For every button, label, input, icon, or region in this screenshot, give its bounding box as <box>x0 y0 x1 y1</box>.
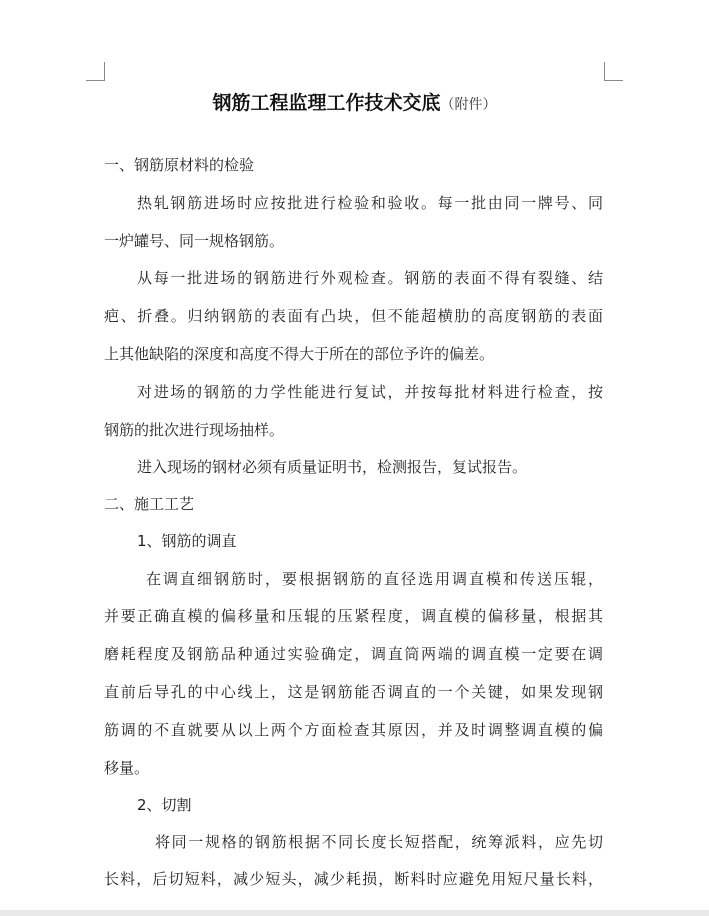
paragraph-line: 长料，后切短料，减少短头，减少耗损，断料时应避免用短尺量长料， <box>104 870 603 888</box>
paragraph-line: 进入现场的钢材必须有质量证明书，检测报告，复试报告。 <box>137 458 528 476</box>
paragraph-line: 上其他缺陷的深度和高度不得大于所在的部位予许的偏差。 <box>104 345 495 363</box>
paragraph-line: 热轧钢筋进场时应按批进行检验和验收。每一批由同一牌号、同 <box>137 194 603 212</box>
paragraph-line: 疤、折叠。归纳钢筋的表面有凸块，但不能超横肋的高度钢筋的表面 <box>104 307 603 325</box>
paragraph-line: 筋调的不直就要从以上两个方面检查其原因，并及时调整调直模的偏 <box>104 721 603 739</box>
paragraph-line: 一炉罐号、同一规格钢筋。 <box>104 232 285 250</box>
title-main: 钢筋工程监理工作技术交底 <box>212 92 441 114</box>
subsection-heading-cutting: 2、切割 <box>137 796 192 814</box>
bottom-scroll-area <box>0 910 709 916</box>
margin-corner-mark-left <box>86 62 105 81</box>
document-title <box>0 88 709 115</box>
section-heading-process: 二、施工工艺 <box>104 495 195 513</box>
paragraph-line: 直前后导孔的中心线上，这是钢筋能否调直的一个关键，如果发现钢 <box>104 683 603 701</box>
paragraph-line: 并要正确直模的偏移量和压辊的压紧程度，调直模的偏移量，根据其 <box>104 607 603 625</box>
paragraph-line: 从每一批进场的钢筋进行外观检查。钢筋的表面不得有裂缝、结 <box>137 269 603 287</box>
margin-corner-mark-right <box>604 62 623 81</box>
paragraph-line: 钢筋的批次进行现场抽样。 <box>104 421 285 439</box>
subsection-heading-straightening: 1、钢筋的调直 <box>137 532 237 550</box>
paragraph-line: 在调直细钢筋时，要根据钢筋的直径选用调直模和传送压辊， <box>146 570 603 588</box>
title-annex: （附件） <box>440 97 497 113</box>
section-heading-materials: 一、钢筋原材料的检验 <box>104 156 255 174</box>
paragraph-line: 将同一规格的钢筋根据不同长度长短搭配，统筹派料，应先切 <box>155 833 603 851</box>
paragraph-line: 对进场的钢筋的力学性能进行复试，并按每批材料进行检查，按 <box>137 383 603 401</box>
paragraph-line: 磨耗程度及钢筋品种通过实验确定，调直筒两端的调直模一定要在调 <box>104 645 603 663</box>
paragraph-line: 移量。 <box>104 759 150 777</box>
